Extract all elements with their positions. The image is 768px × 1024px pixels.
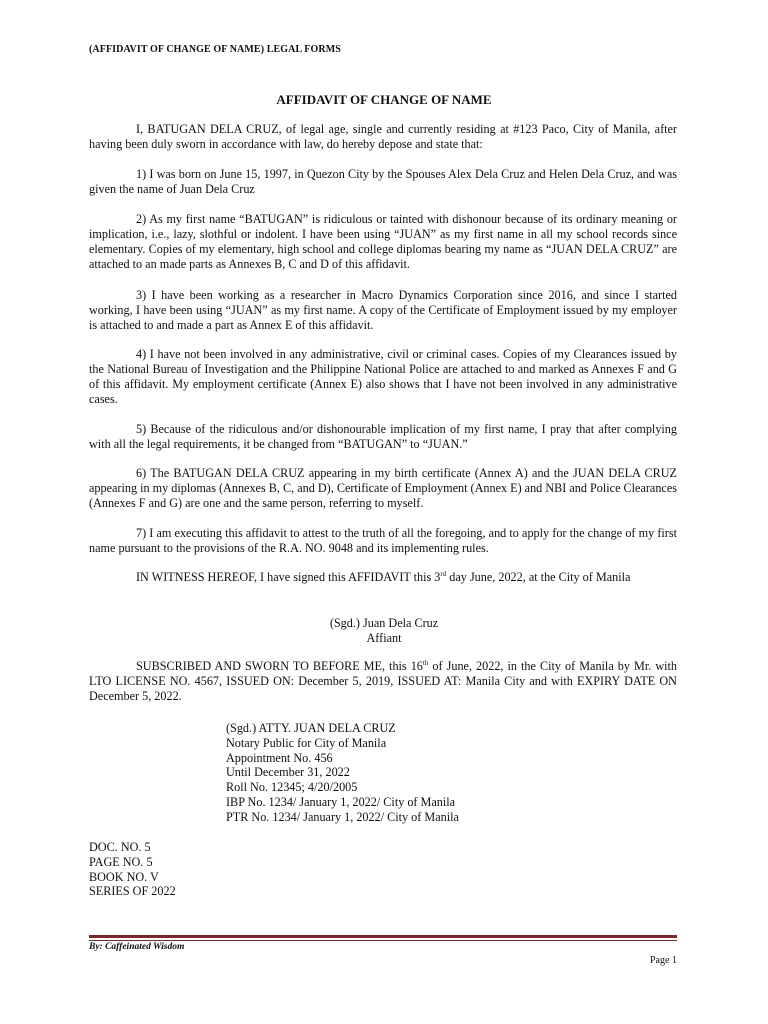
doc-info-block — [89, 840, 176, 899]
paragraph-1-text: 1) I was born on June 15, 1997, in Quezon City by the Spouses Alex Dela Cruz and Helen Dela Cruz, and was given the name of Juan Dela Cruz — [89, 167, 677, 196]
affiant-name: (Sgd.) Juan Dela Cruz — [329, 616, 439, 630]
page-number-entry: PAGE NO. 5 — [89, 854, 153, 869]
document-header: (AFFIDAVIT OF CHANGE OF NAME) LEGAL FORMS — [89, 44, 341, 55]
affiant-role: Affiant — [366, 631, 402, 645]
notary-block — [226, 721, 459, 825]
paragraph-4-text: 4) I have not been involved in any administrative, civil or criminal cases. Copies of my Clearances issued by the National Bureau of Investigation and the Philippine National Police are attached to and marked as Annexes F and G of this affidavit. My employment certificate (Annex E) also shows that I have not been involved in any administrative cases. — [89, 347, 677, 406]
jurat-text-start: SUBSCRIBED AND SWORN TO BEFORE ME, this 16 — [136, 659, 423, 673]
notary-line: Notary Public for City of Manila — [226, 735, 387, 750]
jurat-text-end: of June, 2022, in the City of Manila by Mr. with LTO LICENSE NO. 4567, ISSUED ON: December 5, 2019, ISSUED AT: Manila City and with EXPIRY DATE ON December 5, 2022. — [89, 659, 677, 703]
paragraph-4 — [89, 347, 677, 407]
series-year: SERIES OF 2022 — [89, 884, 176, 899]
document-title: AFFIDAVIT OF CHANGE OF NAME — [276, 92, 492, 107]
notary-line: PTR No. 1234/ January 1, 2022/ City of Manila — [226, 809, 459, 824]
paragraph-7 — [89, 526, 677, 556]
witness-paragraph — [89, 570, 677, 585]
paragraph-2-text: 2) As my first name “BATUGAN” is ridiculous or tainted with dishonour because of its ordinary meaning or implication, i.e., lazy, slothful or indolent. I have been using “JUAN” as my first name in all my school records since elementary. Copies of my elementary, high school and college diplomas bearing my name as “JUAN DELA CRUZ” are attached to an made parts as Annexes B, C and D of this affidavit. — [89, 212, 677, 271]
paragraph-5-text: 5) Because of the ridiculous and/or dishonourable implication of my first name, I pray that after complying with all the legal requirements, it be changed from “BATUGAN” to “JUAN.” — [89, 422, 677, 451]
footer-author: By: Caffeinated Wisdom — [89, 942, 185, 952]
paragraph-7-text: 7) I am executing this affidavit to attest to the truth of all the foregoing, and to apply for the change of my first name pursuant to the provisions of the R.A. NO. 9048 and its implementing rules. — [89, 526, 677, 555]
paragraph-3-text: 3) I have been working as a researcher in Macro Dynamics Corporation since 2016, and since I started working, I have been using “JUAN” as my first name. A copy of the Certificate of Employment issued by my employer is attached to and made a part as Annex E of this affidavit. — [89, 288, 677, 332]
intro-text: I, BATUGAN DELA CRUZ, of legal age, single and currently residing at #123 Paco, City of Manila, after having been duly sworn in accordance with law, do hereby depose and state that: — [89, 122, 677, 151]
witness-text-end: day June, 2022, at the City of Manila — [446, 570, 631, 584]
book-number: BOOK NO. V — [89, 869, 159, 884]
footer-rule-thin — [89, 940, 677, 941]
footer-page-number: Page 1 — [650, 955, 677, 966]
footer-rule-thick — [89, 935, 677, 938]
notary-line: (Sgd.) ATTY. JUAN DELA CRUZ — [226, 721, 396, 735]
doc-number: DOC. NO. 5 — [89, 840, 151, 854]
jurat-paragraph — [89, 659, 677, 704]
paragraph-6-text: 6) The BATUGAN DELA CRUZ appearing in my birth certificate (Annex A) and the JUAN DELA CRUZ appearing in my diplomas (Annexes B, C, and D), Certificate of Employment (Annex E) and NBI and Police Clearances (Annexes F and G) are one and the same person, referring to myself. — [89, 466, 677, 510]
witness-text-start: IN WITNESS HEREOF, I have signed this AFFIDAVIT this 3 — [136, 570, 441, 584]
paragraph-3 — [89, 288, 677, 333]
paragraph-5 — [89, 422, 677, 452]
notary-line: IBP No. 1234/ January 1, 2022/ City of Manila — [226, 794, 456, 809]
notary-line: Until December 31, 2022 — [226, 765, 350, 780]
witness-text — [89, 570, 677, 585]
intro-paragraph — [89, 122, 677, 152]
notary-line: Appointment No. 456 — [226, 750, 333, 765]
paragraph-6 — [89, 466, 677, 511]
affiant-signature — [0, 616, 768, 646]
paragraph-2 — [89, 212, 677, 272]
jurat-text — [89, 659, 677, 704]
paragraph-1 — [89, 167, 677, 197]
jurat-ordinal: th — [422, 658, 429, 667]
notary-line: Roll No. 12345; 4/20/2005 — [226, 780, 358, 795]
witness-ordinal: rd — [440, 569, 447, 578]
